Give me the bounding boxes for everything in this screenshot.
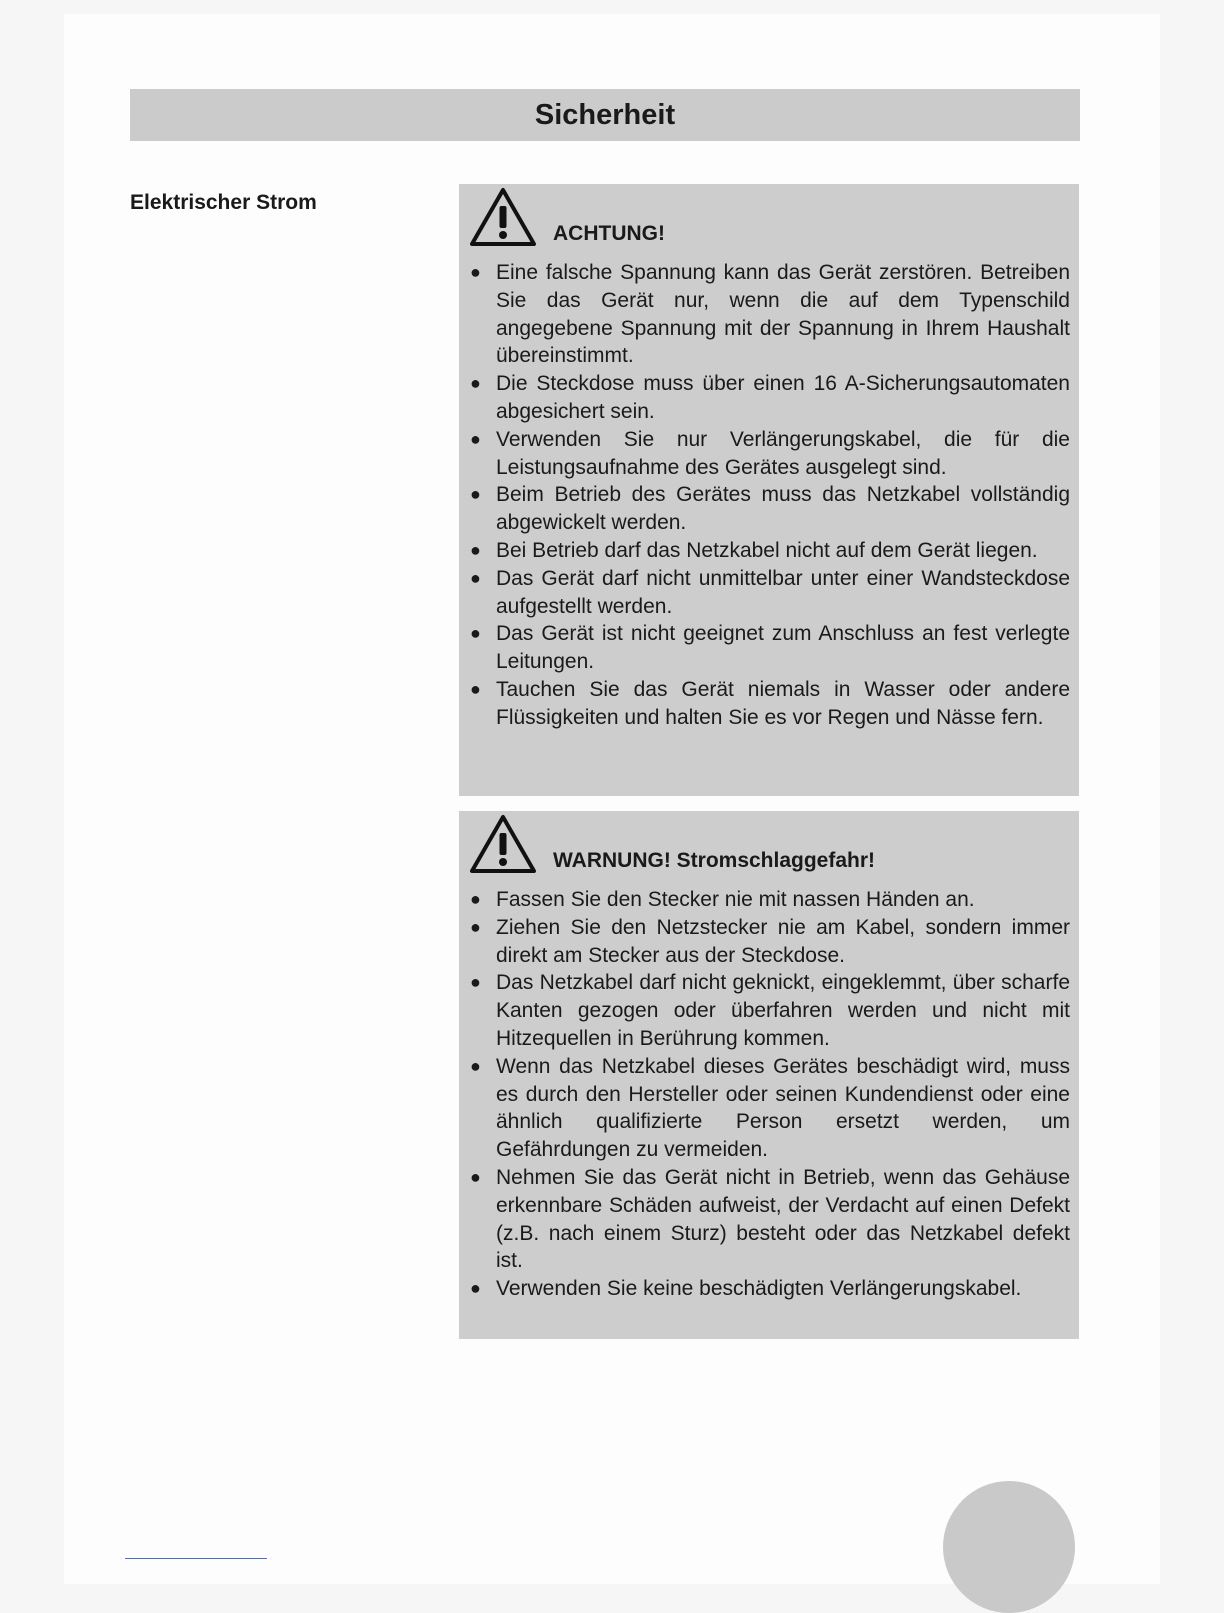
- warnung-title: WARNUNG! Stromschlaggefahr!: [553, 849, 876, 872]
- bullet-icon: ●: [470, 623, 481, 644]
- warning-triangle-icon: [469, 813, 537, 875]
- bullet-icon: ●: [470, 428, 481, 449]
- bullet-icon: ●: [470, 1055, 481, 1076]
- list-item: ● Die Steckdose muss über einen 16 A-Sicherungsautomaten abgesichert sein.: [470, 372, 1070, 423]
- warnung-list: [468, 886, 1070, 1303]
- list-item: ● Das Gerät ist nicht geeignet zum Anschluss an fest verlegte Leitungen.: [470, 622, 1070, 674]
- list-item: ● Wenn das Netzkabel dieses Gerätes beschädigt wird, muss es durch den Hersteller oder seinen Kundendienst oder eine ähnlich qualifizierte Person ersetzt werden, um Gefährdungen zu vermeiden.: [470, 1054, 1070, 1162]
- bullet-icon: ●: [470, 373, 481, 394]
- bullet-icon: ●: [470, 484, 481, 505]
- warnung-header: [468, 811, 1070, 875]
- bullet-icon: ●: [470, 1278, 481, 1299]
- footer-rule: [125, 1558, 267, 1559]
- page-number-badge: [943, 1481, 1075, 1613]
- list-item: ● Tauchen Sie das Gerät niemals in Wasser oder andere Flüssigkeiten und halten Sie es vor Regen und Nässe fern.: [470, 677, 1070, 729]
- achtung-list: [468, 259, 1070, 732]
- list-item: ● Nehmen Sie das Gerät nicht in Betrieb, wenn das Gehäuse erkennbare Schäden aufweist, der Verdacht auf einen Defekt (z.B. nach einem Sturz) besteht oder das Netzkabel defekt ist.: [470, 1165, 1070, 1273]
- list-item: ● Das Netzkabel darf nicht geknickt, eingeklemmt, über scharfe Kanten gezogen oder überfahren werden und nicht mit Hitzequellen in Berührung kommen.: [470, 971, 1070, 1050]
- bullet-icon: ●: [470, 889, 481, 909]
- list-item: ● Ziehen Sie den Netzstecker nie am Kabel, sondern immer direkt am Stecker aus der Steckdose.: [470, 915, 1070, 967]
- list-item: ● Beim Betrieb des Gerätes muss das Netzkabel vollständig abgewickelt werden.: [470, 483, 1070, 535]
- list-item: ● Fassen Sie den Stecker nie mit nassen Händen an.: [468, 886, 1070, 914]
- list-item: ● Eine falsche Spannung kann das Gerät zerstören. Betreiben Sie das Gerät nur, wenn die auf dem Typenschild angegebene Spannung mit der Spannung in Ihrem Haushalt übereinstimmt.: [470, 261, 1070, 368]
- achtung-header: [468, 184, 1070, 248]
- list-item: ● Bei Betrieb darf das Netzkabel nicht auf dem Gerät liegen.: [468, 537, 1070, 565]
- bullet-icon: ●: [470, 678, 481, 699]
- bullet-icon: ●: [470, 916, 481, 937]
- page-title: Sicherheit: [130, 89, 1080, 141]
- bullet-icon: ●: [470, 567, 481, 588]
- warning-triangle-icon: [469, 186, 537, 248]
- list-item: ● Verwenden Sie nur Verlängerungskabel, die für die Leistungsaufnahme des Gerätes ausgelegt sind.: [470, 427, 1070, 479]
- bullet-icon: ●: [470, 262, 481, 282]
- bullet-icon: ●: [470, 539, 481, 560]
- achtung-title: ACHTUNG!: [553, 222, 665, 245]
- section-heading: Elektrischer Strom: [130, 191, 317, 214]
- list-item: ● Das Gerät darf nicht unmittelbar unter einer Wandsteckdose aufgestellt werden.: [470, 566, 1070, 618]
- bullet-icon: ●: [470, 1166, 481, 1187]
- warnung-box: [459, 811, 1079, 1339]
- achtung-box: [459, 184, 1079, 796]
- bullet-icon: ●: [470, 972, 481, 993]
- list-item: ● Verwenden Sie keine beschädigten Verlängerungskabel.: [468, 1275, 1070, 1303]
